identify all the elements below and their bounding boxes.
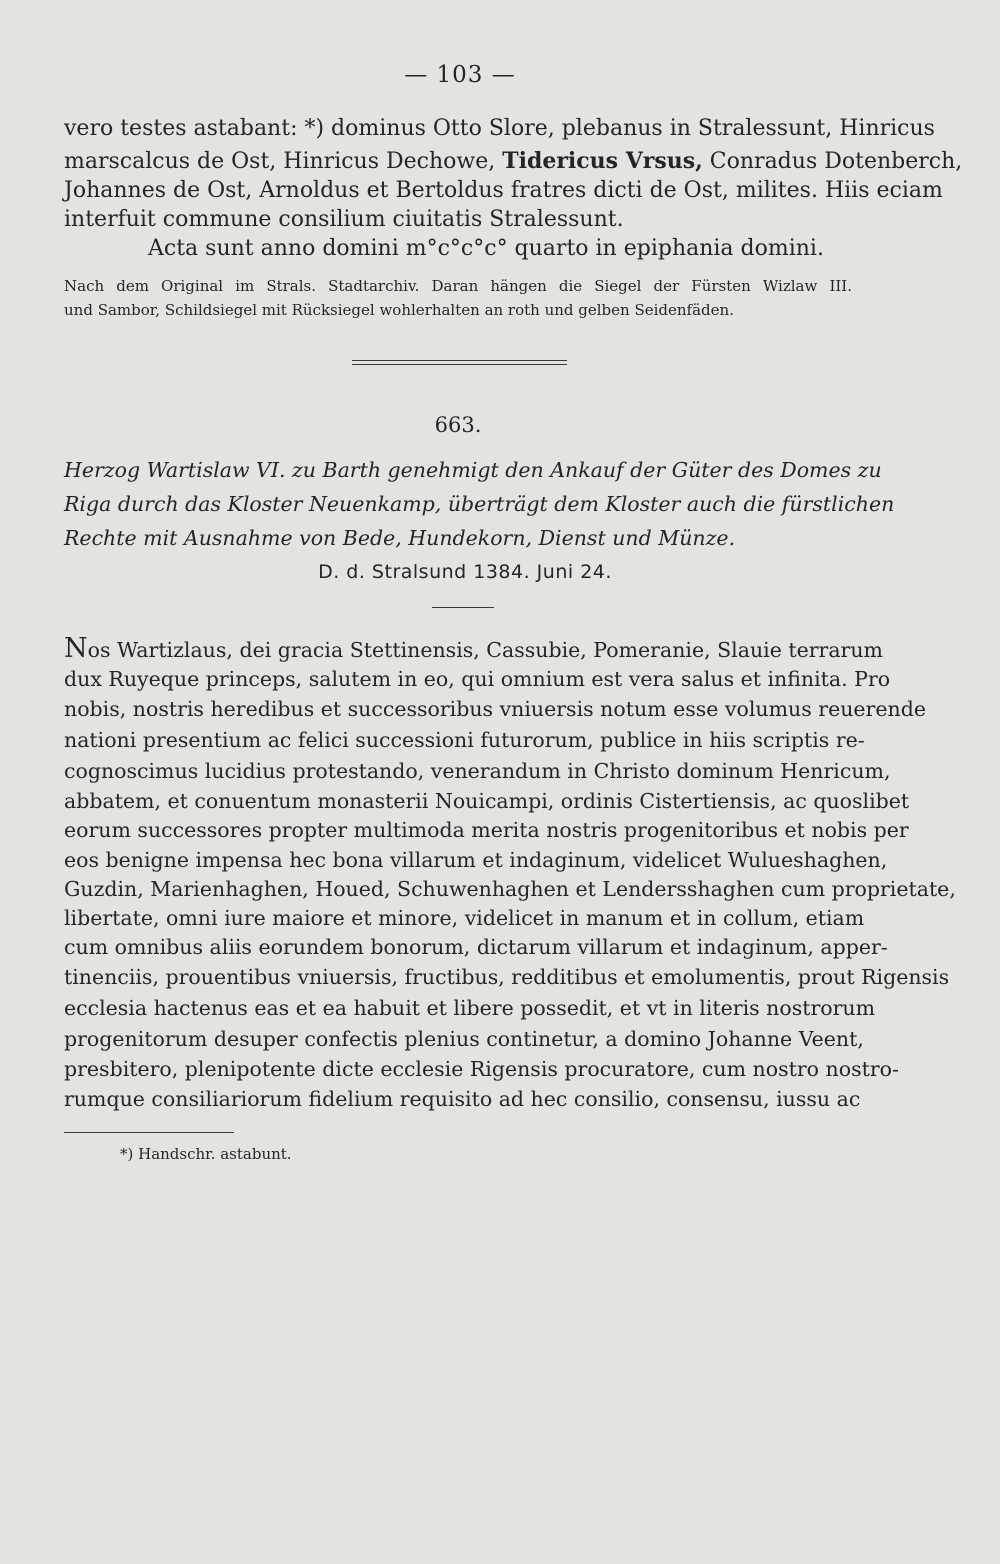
text-line	[64, 146, 963, 177]
body-line: progenitorum desuper confectis plenius continetur, a domino Johanne Veent,	[64, 1027, 864, 1051]
source-note-line: Nach dem Original im Strals. Stadtarchiv. Daran hängen die Siegel der Fürsten Wizlaw III.	[64, 277, 852, 295]
body-line	[64, 633, 883, 665]
footnote: *) Handschr. astabunt.	[120, 1145, 292, 1163]
text-line: Johannes de Ost, Arnoldus et Bertoldus fratres dicti de Ost, milites. Hiis eciam	[64, 178, 943, 203]
body-line: eos benigne impensa hec bona villarum et indaginum, videlicet Wulueshaghen,	[64, 848, 888, 872]
body-line: dux Ruyeque princeps, salutem in eo, qui omnium est vera salus et infinita. Pro	[64, 667, 891, 691]
body-line: nationi presentium ac felici successioni futurorum, publice in hiis scriptis re-	[64, 728, 865, 752]
body-line: presbitero, plenipotente dicte ecclesie Rigensis procuratore, cum nostro nostro-	[64, 1057, 899, 1081]
body-line: cum omnibus aliis eorundem bonorum, dictarum villarum et indaginum, apper-	[64, 935, 888, 959]
footnote-rule	[64, 1132, 234, 1133]
document-date: D. d. Stralsund 1384. Juni 24.	[318, 561, 612, 583]
document-number: 663.	[434, 413, 482, 437]
body-line: nobis, nostris heredibus et successoribus vniuersis notum esse volumus reuerende	[64, 697, 926, 721]
body-line: eorum successores propter multimoda merita nostris progenitoribus et nobis per	[64, 818, 909, 842]
bold-name: Tidericus Vrsus,	[502, 148, 703, 174]
title-line: Herzog Wartislaw VI. zu Barth genehmigt den Ankauf der Güter des Domes zu	[64, 458, 882, 482]
body-line: abbatem, et conuentum monasterii Nouicampi, ordinis Cistertiensis, ac quoslibet	[64, 789, 910, 813]
text-line: vero testes astabant: *) dominus Otto Slore, plebanus in Stralessunt, Hinricus	[64, 116, 935, 141]
text-span: marscalcus de Ost, Hinricus Dechowe,	[64, 149, 503, 174]
initial-letter: N	[64, 633, 88, 664]
text-span: os Wartizlaus, dei gracia Stettinensis, Cassubie, Pomeranie, Slauie terrarum	[87, 638, 883, 662]
body-line: libertate, omni iure maiore et minore, videlicet in manum et in collum, etiam	[64, 906, 865, 930]
text-span: Conradus Dotenberch,	[702, 149, 963, 174]
double-rule-top	[352, 360, 567, 361]
body-line: Guzdin, Marienhaghen, Houed, Schuwenhaghen et Lendersshaghen cum proprietate,	[64, 877, 956, 901]
body-line: rumque consiliariorum fidelium requisito ad hec consilio, consensu, iussu ac	[64, 1087, 861, 1111]
body-line: cognoscimus lucidius protestando, venerandum in Christo dominum Henricum,	[64, 759, 891, 783]
page-number: — 103 —	[404, 62, 516, 88]
title-line: Riga durch das Kloster Neuenkamp, überträgt dem Kloster auch die fürstlichen	[64, 492, 895, 516]
source-note-line: und Sambor, Schildsiegel mit Rücksiegel wohlerhalten an roth und gelben Seidenfäden.	[64, 301, 734, 319]
double-rule-bottom	[352, 364, 567, 365]
short-rule	[432, 607, 494, 608]
text-line: interfuit commune consilium ciuitatis Stralessunt.	[64, 207, 624, 232]
body-line: tinenciis, prouentibus vniuersis, fructibus, redditibus et emolumentis, prout Rigensis	[64, 965, 950, 989]
body-line: ecclesia hactenus eas et ea habuit et libere possedit, et vt in literis nostrorum	[64, 996, 876, 1020]
title-line: Rechte mit Ausnahme von Bede, Hundekorn, Dienst und Münze.	[64, 526, 736, 550]
dating-clause: Acta sunt anno domini m°c°c°c° quarto in epiphania domini.	[148, 236, 824, 261]
